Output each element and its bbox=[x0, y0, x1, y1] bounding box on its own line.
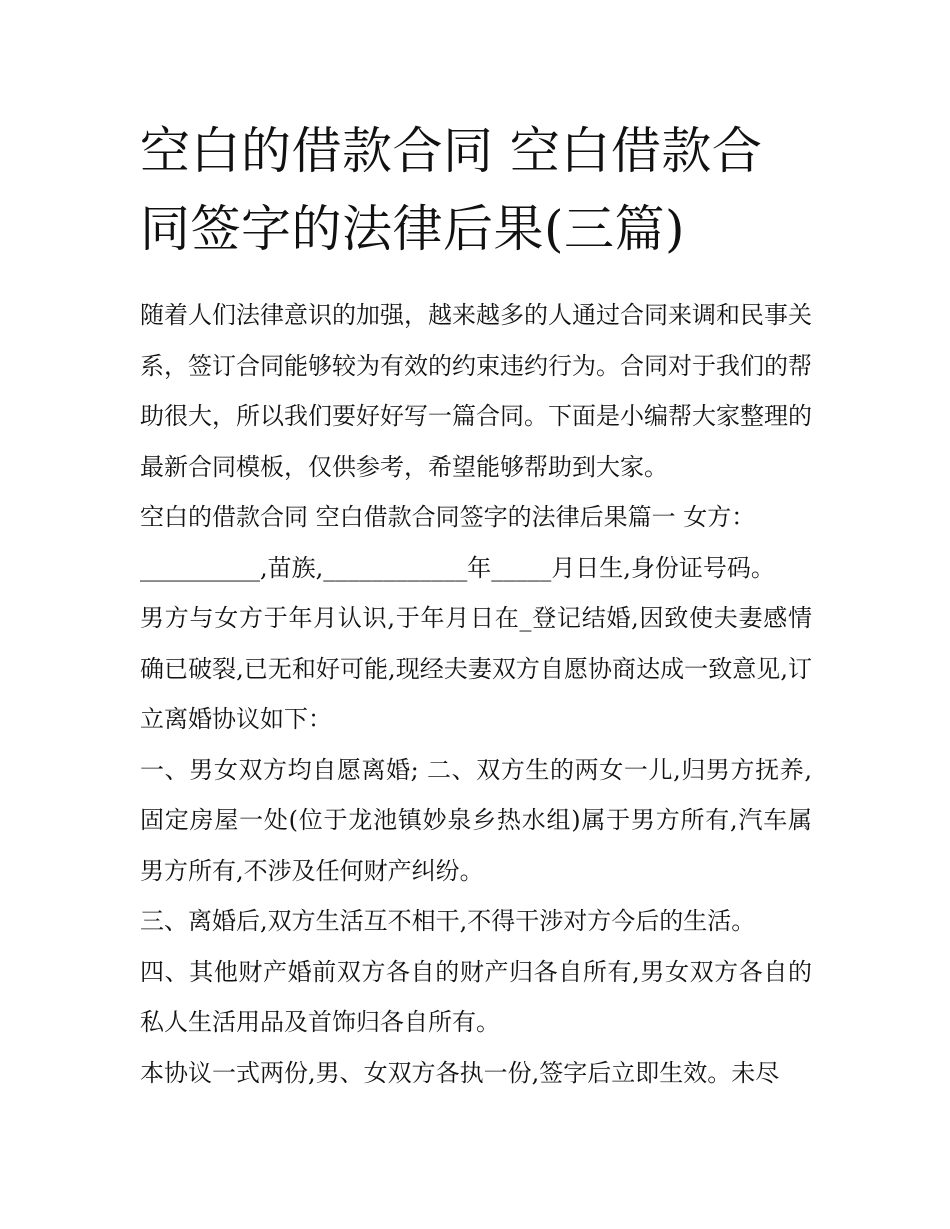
paragraph-marriage-statement: 男方与女方于年月认识,于年月日在_登记结婚,因致使夫妻感情确已破裂,已无和好可能,现经夫妻双方自愿协商达成一致意见,订立离婚协议如下： bbox=[140, 604, 812, 733]
paragraph-identity-blanks: __________,苗族,____________年_____月日生,身份证号码。 bbox=[140, 553, 775, 582]
paragraph-clause-4: 四、其他财产婚前双方各自的财产归各自所有,男女双方各自的私人生活用品及首饰归各自所有。 bbox=[140, 957, 812, 1036]
paragraph-section-heading: 空白的借款合同 空白借款合同签字的法律后果篇一 女方： bbox=[140, 503, 756, 531]
paragraph-closing: 本协议一式两份,男、女双方各执一份,签字后立即生效。未尽 bbox=[140, 1058, 780, 1087]
document-title: 空白的借款合同 空白借款合同签字的法律后果(三篇) bbox=[140, 122, 763, 258]
document-page bbox=[140, 112, 812, 1098]
paragraph-intro: 随着人们法律意识的加强，越来越多的人通过合同来调和民事关系，签订合同能够较为有效的约束违约行为。合同对于我们的帮助很大，所以我们要好好写一篇合同。下面是小编帮大家整理的最新合同模板，仅供参考，希望能够帮助到大家。 bbox=[140, 301, 812, 481]
paragraph-clause-3: 三、离婚后,双方生活互不相干,不得干涉对方今后的生活。 bbox=[140, 907, 756, 935]
document-body bbox=[140, 290, 812, 1098]
paragraph-clause-1-2: 一、男女双方均自愿离婚; 二、双方生的两女一儿,归男方抚养,固定房屋一处(位于龙池镇妙泉乡热水组)属于男方所有,汽车属男方所有,不涉及任何财产纠纷。 bbox=[140, 755, 812, 885]
